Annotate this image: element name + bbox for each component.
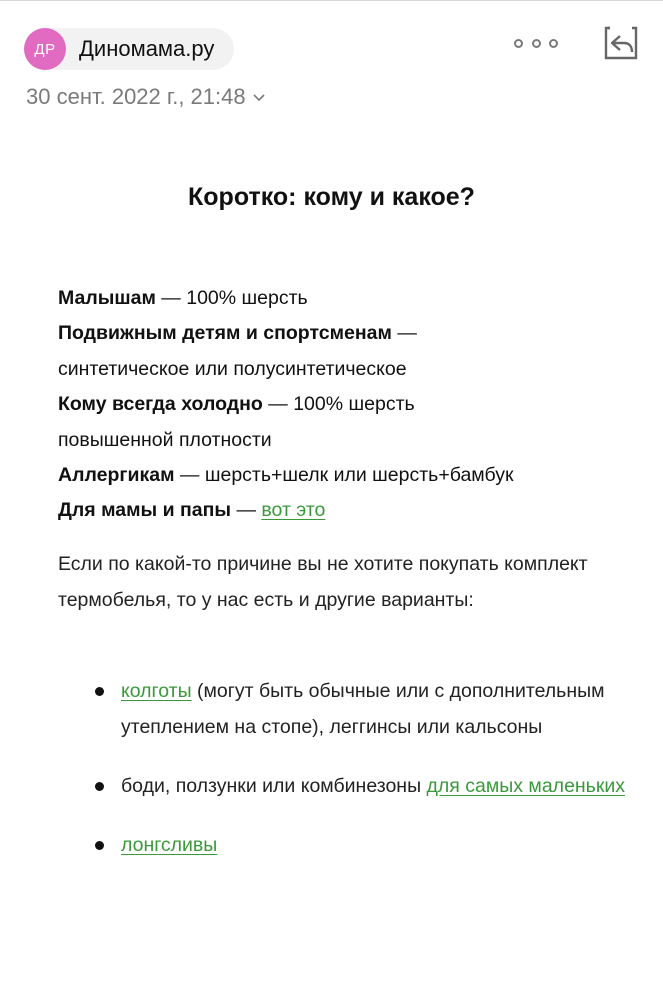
dot-icon [549,39,558,48]
fact-line: Для мамы и папы — вот это [58,499,326,522]
fact-line: Кому всегда холодно — 100% шерсть повышенной плотности [58,393,415,451]
chevron-down-icon [252,90,266,104]
list-item [58,828,638,864]
bullet-icon [95,687,104,696]
recommendations-block [58,281,648,529]
alternatives-paragraph: Если по какой-то причине вы не хотите покупать комплект термобелья, то у нас есть и другие варианты: [58,553,588,611]
sender-chip[interactable] [24,28,234,70]
dot-icon [514,39,523,48]
tights-link[interactable]: колготы [121,680,192,702]
list-item: боди, ползунки или комбинезоны для самых маленьких [58,769,638,805]
more-options-button[interactable] [514,32,558,54]
fact-line: Малышам — 100% шерсть [58,287,308,309]
bullet-icon [95,782,104,791]
dot-icon [532,39,541,48]
reply-icon[interactable] [602,24,640,62]
avatar: ДР [24,28,66,70]
list-item: колготы (могут быть обычные или с дополнительным утеплением на стопе), леггинсы или кальсоны [58,674,638,745]
date-text: 30 сент. 2022 г., 21:48 [26,84,246,109]
email-date[interactable] [26,84,266,110]
bullet-icon [95,841,104,850]
alternatives-list [58,674,638,863]
top-divider [0,0,663,1]
for-little-ones-link[interactable]: для самых маленьких [426,775,626,797]
fact-line: Подвижным детям и спортсменам — синтетическое или полусинтетическое [58,322,417,380]
sender-name: Диномама.ру [79,36,215,61]
fact-line: Аллергикам — шерсть+шелк или шерсть+бамбук [58,464,514,487]
parents-link[interactable]: вот это [261,499,326,522]
longsleeves-link[interactable]: лонгсливы [121,833,218,856]
email-heading: Коротко: кому и какое? [188,183,475,211]
